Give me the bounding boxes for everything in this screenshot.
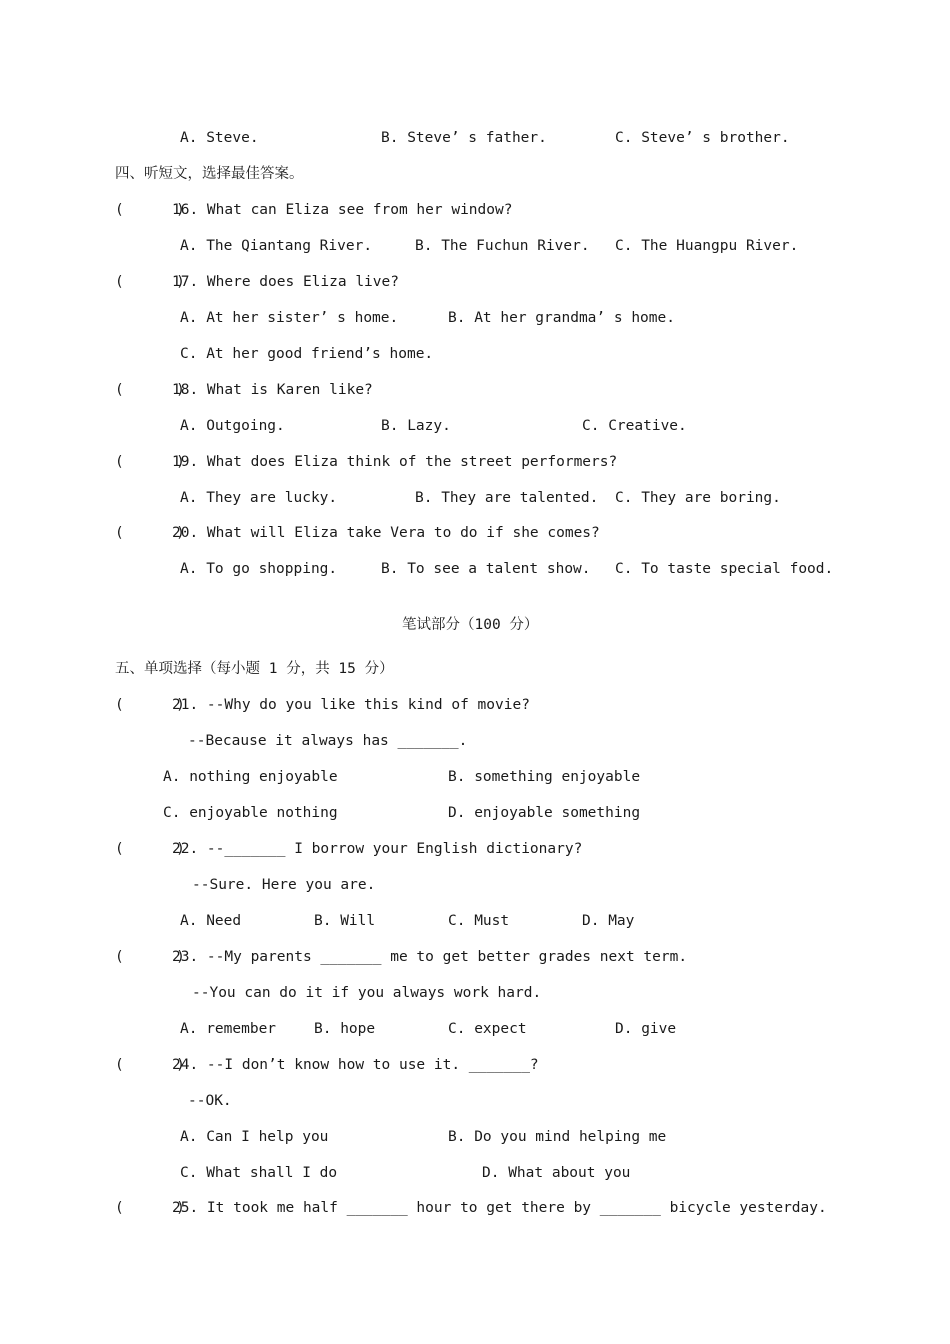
- question-stem: 18. What is Karen like?: [172, 382, 373, 398]
- option-d: D. give: [615, 1021, 677, 1037]
- question-stem: 24. --I don’t know how to use it. _______?: [172, 1057, 539, 1073]
- option-a: A. They are lucky.: [180, 490, 338, 506]
- option-c: C. At her good friend’s home.: [180, 346, 434, 362]
- option-b: B. At her grandma’ s home.: [448, 310, 675, 326]
- option-c: C. Steve’ s brother.: [615, 130, 790, 146]
- option-a: A. remember: [180, 1021, 277, 1037]
- option-b: B. something enjoyable: [448, 769, 641, 785]
- option-a: A. At her sister’ s home.: [180, 310, 399, 326]
- option-b: B. Will: [314, 913, 376, 929]
- option-b: B. They are talented.: [415, 490, 599, 506]
- question-stem: 17. Where does Eliza live?: [172, 274, 399, 290]
- option-d: D. What about you: [482, 1165, 631, 1181]
- option-a: A. nothing enjoyable: [163, 769, 338, 785]
- question-stem: 21. --Why do you like this kind of movie?: [172, 697, 530, 713]
- answer-blank: ( ): [115, 525, 185, 541]
- section-5-title: 五、单项选择（每小题 1 分，共 15 分）: [115, 661, 394, 677]
- dialogue-reply: --Sure. Here you are.: [192, 877, 376, 893]
- option-c: C. Must: [448, 913, 510, 929]
- written-part-heading: 笔试部分（100 分）: [402, 617, 539, 633]
- option-c: C. Creative.: [582, 418, 687, 434]
- option-b: B. hope: [314, 1021, 376, 1037]
- question-stem: 19. What does Eliza think of the street performers?: [172, 454, 618, 470]
- answer-blank: ( ): [115, 274, 185, 290]
- option-a: A. Need: [180, 913, 242, 929]
- question-stem: 20. What will Eliza take Vera to do if she comes?: [172, 525, 600, 541]
- option-c: C. enjoyable nothing: [163, 805, 338, 821]
- option-a: A. Steve.: [180, 130, 259, 146]
- option-d: D. May: [582, 913, 635, 929]
- dialogue-reply: --Because it always has _______.: [188, 733, 468, 749]
- answer-blank: ( ): [115, 382, 185, 398]
- option-a: A. The Qiantang River.: [180, 238, 373, 254]
- option-b: B. Do you mind helping me: [448, 1129, 667, 1145]
- option-c: C. What shall I do: [180, 1165, 338, 1181]
- option-c: C. To taste special food.: [615, 561, 834, 577]
- option-b: B. Steve’ s father.: [381, 130, 547, 146]
- answer-blank: ( ): [115, 202, 185, 218]
- option-b: B. Lazy.: [381, 418, 451, 434]
- answer-blank: ( ): [115, 1057, 185, 1073]
- dialogue-reply: --You can do it if you always work hard.: [192, 985, 542, 1001]
- option-a: A. To go shopping.: [180, 561, 338, 577]
- option-d: D. enjoyable something: [448, 805, 641, 821]
- dialogue-reply: --OK.: [188, 1093, 232, 1109]
- question-stem: 25. It took me half _______ hour to get there by _______ bicycle yesterday.: [172, 1200, 827, 1216]
- answer-blank: ( ): [115, 1200, 185, 1216]
- question-stem: 23. --My parents _______ me to get better grades next term.: [172, 949, 688, 965]
- question-stem: 16. What can Eliza see from her window?: [172, 202, 513, 218]
- option-c: C. The Huangpu River.: [615, 238, 799, 254]
- option-c: C. expect: [448, 1021, 527, 1037]
- option-b: B. The Fuchun River.: [415, 238, 590, 254]
- answer-blank: ( ): [115, 454, 185, 470]
- option-c: C. They are boring.: [615, 490, 781, 506]
- option-a: A. Can I help you: [180, 1129, 329, 1145]
- answer-blank: ( ): [115, 697, 185, 713]
- option-b: B. To see a talent show.: [381, 561, 591, 577]
- section-4-title: 四、听短文，选择最佳答案。: [115, 166, 304, 182]
- answer-blank: ( ): [115, 841, 185, 857]
- option-a: A. Outgoing.: [180, 418, 285, 434]
- answer-blank: ( ): [115, 949, 185, 965]
- question-stem: 22. --_______ I borrow your English dictionary?: [172, 841, 583, 857]
